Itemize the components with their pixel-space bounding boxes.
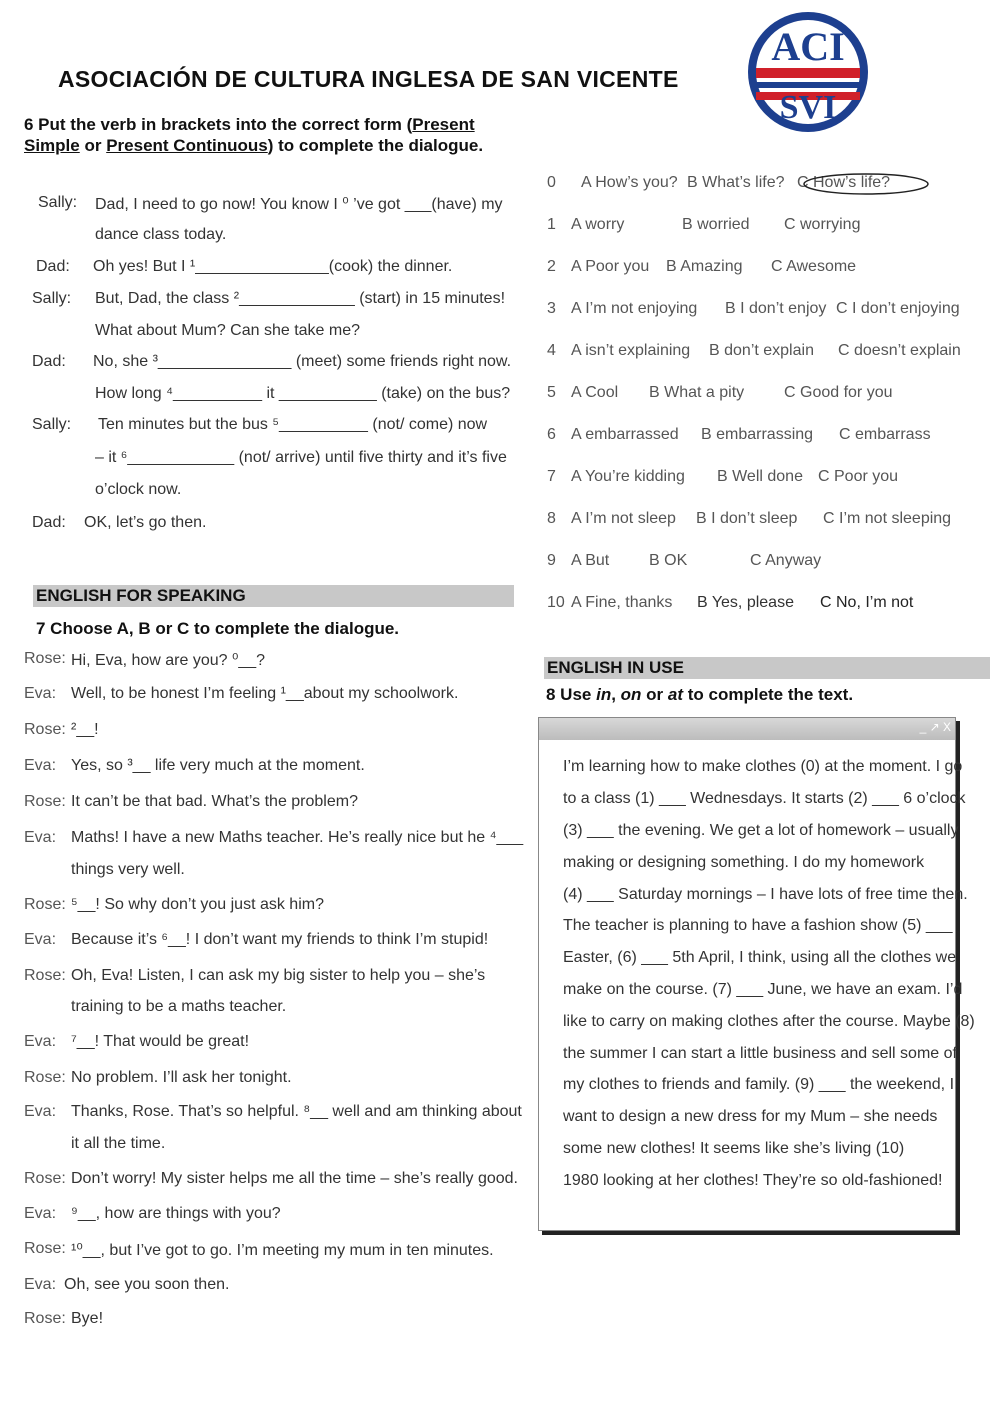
ex6-line: Oh yes! But I ¹_______________(cook) the dinner.: [93, 258, 453, 275]
paragraph-line: I’m learning how to make clothes (0) at the moment. I go: [563, 758, 963, 775]
paragraph-line: (4) ___ Saturday mornings – I have lots of free time then.: [563, 886, 968, 903]
ex7-instruction: 7 Choose A, B or C to complete the dialogue.: [36, 619, 400, 638]
option-a: A Fine, thanks: [571, 594, 673, 611]
ex7-speaker: Eva:: [24, 1205, 57, 1222]
paragraph-line: The teacher is planning to have a fashion show (5) ___: [563, 917, 953, 934]
ex6-line: OK, let’s go then.: [84, 514, 207, 531]
section-band-use: ENGLISH IN USE: [544, 657, 990, 679]
ex6-speaker: Dad:: [36, 258, 70, 275]
ex7-speaker: Rose:: [24, 650, 66, 667]
option-b: B What’s life?: [687, 174, 785, 191]
logo-text-top: ACI: [771, 24, 845, 69]
paragraph-line: Easter, (6) ___ 5th April, I think, using all the clothes we: [563, 949, 957, 966]
ex7-line: It can’t be that bad. What’s the problem?: [71, 793, 358, 810]
option-a: A embarrassed: [571, 426, 679, 443]
paragraph-line: to a class (1) ___ Wednesdays. It starts (2) ___ 6 o’clock: [563, 790, 966, 807]
answer-circle: [800, 170, 932, 198]
ex7-line: ²__!: [71, 721, 99, 738]
ex6-line: dance class today.: [95, 226, 227, 243]
option-number: 8: [547, 510, 556, 527]
option-a: A How’s you?: [581, 174, 678, 191]
ex6-speaker: Sally:: [32, 290, 72, 307]
ex7-line: Because it’s ⁶__! I don’t want my friends to think I’m stupid!: [71, 931, 489, 948]
option-b: B OK: [649, 552, 688, 569]
logo-text-bottom: SVI: [779, 89, 837, 126]
ex7-line: ⁷__! That would be great!: [71, 1033, 250, 1050]
section-band-speaking: ENGLISH FOR SPEAKING: [33, 585, 514, 607]
ex7-speaker: Rose:: [24, 967, 66, 984]
option-c: C embarrass: [839, 426, 931, 443]
ex7-speaker: Eva:: [24, 829, 57, 846]
option-b: B Amazing: [666, 258, 743, 275]
ex6-line: No, she ³_______________ (meet) some friends right now.: [93, 353, 512, 370]
option-b: B worried: [682, 216, 750, 233]
ex7-line: Maths! I have a new Maths teacher. He’s really nice but he ⁴___: [71, 829, 524, 846]
option-c: C I’m not sleeping: [823, 510, 952, 527]
ex7-speaker: Rose:: [24, 1170, 66, 1187]
ex6-speaker: Sally:: [38, 194, 78, 211]
option-a: A worry: [571, 216, 625, 233]
option-a: A I’m not enjoying: [571, 300, 698, 317]
ex6-speaker: Sally:: [32, 416, 72, 433]
option-c: C I don’t enjoying: [836, 300, 960, 317]
ex7-speaker: Eva:: [24, 1033, 57, 1050]
option-a: A But: [571, 552, 610, 569]
option-c: C No, I’m not: [820, 594, 914, 611]
ex7-speaker: Eva:: [24, 1276, 57, 1293]
option-a: A isn’t explaining: [571, 342, 691, 359]
window-controls[interactable]: _ ↗ X: [919, 720, 951, 734]
option-number: 2: [547, 258, 556, 275]
ex7-line: Well, to be honest I’m feeling ¹__about my schoolwork.: [71, 685, 459, 702]
ex7-speaker: Eva:: [24, 757, 57, 774]
option-number: 7: [547, 468, 556, 485]
option-c: C doesn’t explain: [838, 342, 961, 359]
ex7-speaker: Rose:: [24, 793, 66, 810]
ex7-speaker: Rose:: [24, 1069, 66, 1086]
ex7-line: it all the time.: [71, 1135, 166, 1152]
paragraph-line: like to carry on making clothes after the course. Maybe (8): [563, 1013, 975, 1030]
ex7-line: Oh, see you soon then.: [64, 1276, 230, 1293]
paragraph-line: want to design a new dress for my Mum – she needs: [563, 1108, 938, 1125]
option-number: 3: [547, 300, 556, 317]
ex6-line: Ten minutes but the bus ⁵__________ (not/ come) now: [98, 416, 488, 433]
option-c: C Good for you: [784, 384, 893, 401]
ex7-line: Oh, Eva! Listen, I can ask my big sister to help you – she’s: [71, 967, 486, 984]
option-number: 9: [547, 552, 556, 569]
option-number: 10: [547, 594, 565, 611]
option-b: B I don’t sleep: [696, 510, 798, 527]
ex7-line: Yes, so ³__ life very much at the moment.: [71, 757, 365, 774]
paragraph-line: some new clothes! It seems like she’s living (10): [563, 1140, 905, 1157]
option-number: 5: [547, 384, 556, 401]
option-c: C Awesome: [771, 258, 857, 275]
ex7-speaker: Rose:: [24, 896, 66, 913]
ex7-line: Don’t worry! My sister helps me all the time – she’s really good.: [71, 1170, 518, 1187]
option-a: A Cool: [571, 384, 619, 401]
ex6-line: How long ⁴__________ it ___________ (take) on the bus?: [95, 385, 511, 402]
option-c: C Poor you: [818, 468, 899, 485]
option-number: 1: [547, 216, 556, 233]
ex7-line: Thanks, Rose. That’s so helpful. ⁸__ well and am thinking about: [71, 1103, 522, 1120]
paragraph-line: 1980 looking at her clothes! They’re so old-fashioned!: [563, 1172, 943, 1189]
ex7-line: things very well.: [71, 861, 185, 878]
option-b: B embarrassing: [701, 426, 814, 443]
option-b: B What a pity: [649, 384, 745, 401]
ex7-line: No problem. I’ll ask her tonight.: [71, 1069, 292, 1086]
ex7-line: training to be a maths teacher.: [71, 998, 287, 1015]
ex6-speaker: Dad:: [32, 353, 66, 370]
ex7-speaker: Rose:: [24, 721, 66, 738]
option-b: B Yes, please: [697, 594, 794, 611]
option-number: 6: [547, 426, 556, 443]
option-c: C Anyway: [750, 552, 822, 569]
ex7-line: ⁹__, how are things with you?: [71, 1205, 281, 1222]
ex6-line: But, Dad, the class ²_____________ (start) in 15 minutes!: [95, 290, 506, 307]
option-b: B don’t explain: [709, 342, 814, 359]
ex6-line: o’clock now.: [95, 481, 182, 498]
ex8-instruction: 8 Use in, on or at to complete the text.: [546, 685, 854, 704]
page-title: ASOCIACIÓN DE CULTURA INGLESA DE SAN VICENTE: [58, 66, 679, 92]
option-b: B I don’t enjoy: [725, 300, 827, 317]
ex6-line: – it ⁶____________ (not/ arrive) until five thirty and it’s five: [95, 449, 507, 466]
paragraph-line: the summer I can start a little business and sell some of: [563, 1045, 957, 1062]
ex6-speaker: Dad:: [32, 514, 66, 531]
ex7-line: Hi, Eva, how are you? ⁰__?: [71, 652, 266, 669]
paragraph-line: making or designing something. I do my homework: [563, 854, 925, 871]
option-a: A Poor you: [571, 258, 650, 275]
ex7-speaker: Eva:: [24, 685, 57, 702]
ex6-line: What about Mum? Can she take me?: [95, 322, 361, 339]
option-a: A You’re kidding: [571, 468, 685, 485]
ex7-line: ¹⁰__, but I’ve got to go. I’m meeting my mum in ten minutes.: [71, 1242, 494, 1259]
option-c: C How’s life?: [797, 174, 891, 191]
ex6-instruction: 6 Put the verb in brackets into the correct form (Present Simple or Present Continuous) to complete the dialogue.: [24, 115, 484, 155]
paragraph-line: make on the course. (7) ___ June, we have an exam. I’d: [563, 981, 963, 998]
ex6-line: Dad, I need to go now! You know I ⁰ ’ve got ___(have) my: [95, 196, 503, 213]
option-c: C worrying: [784, 216, 861, 233]
ex7-speaker: Rose:: [24, 1310, 66, 1327]
ex7-speaker: Eva:: [24, 931, 57, 948]
ex7-speaker: Eva:: [24, 1103, 57, 1120]
ex7-line: ⁵__! So why don’t you just ask him?: [71, 896, 324, 913]
window-titlebar: [539, 718, 955, 740]
option-b: B Well done: [717, 468, 803, 485]
paragraph-line: my clothes to friends and family. (9) ___ the weekend, I: [563, 1076, 955, 1093]
ex7-line: Bye!: [71, 1310, 104, 1327]
paragraph-line: (3) ___ the evening. We get a lot of homework – usually: [563, 822, 959, 839]
option-number: 0: [547, 174, 556, 191]
aci-logo: [746, 10, 870, 134]
option-a: A I’m not sleep: [571, 510, 676, 527]
option-number: 4: [547, 342, 556, 359]
ex7-speaker: Rose:: [24, 1240, 66, 1257]
